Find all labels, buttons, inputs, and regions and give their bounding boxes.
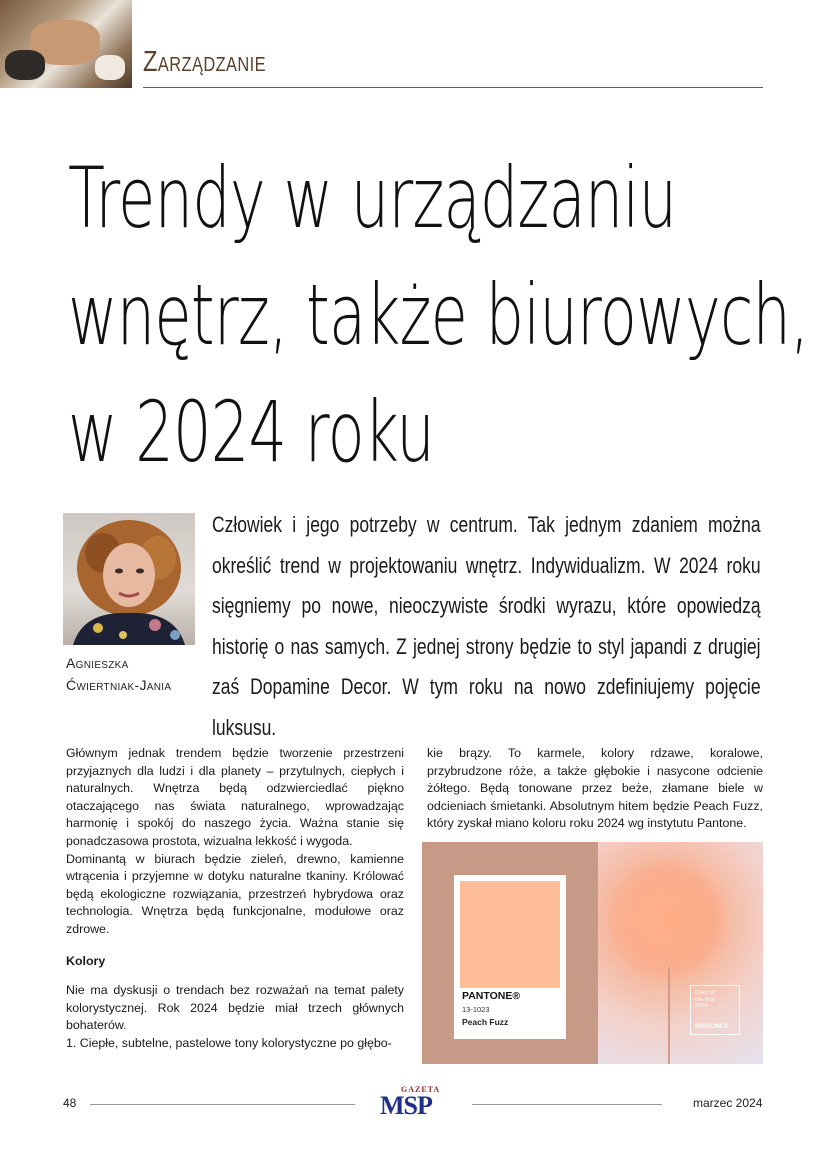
badge-line: Color of <box>695 990 715 996</box>
color-of-year-badge <box>690 985 740 1035</box>
logo-big-text: MSP <box>380 1091 432 1120</box>
header-rule <box>143 87 763 88</box>
gazeta-msp-logo <box>380 1085 450 1119</box>
author-photo <box>63 513 195 645</box>
body-paragraph: Głównym jednak trendem będzie tworzenie przestrzeni przyjaznych dla ludzi i dla planety – przytulnych, ciepłych i naturalnych. Wnętrza będą odzwierciedlać piękno otaczającego nas świata naturalnego, wprowadzając harmonię i spokój do naszego życia. Ważna stanie się ponadczasowa prostota, wizualna lekkość i wygoda. <box>66 746 404 848</box>
badge-line: the Year <box>695 996 716 1003</box>
pantone-chip <box>454 875 566 1039</box>
headline-line-2: wnętrz, także biurowych, <box>68 266 809 364</box>
body-paragraph: Dominantą w biurach będzie zieleń, drewno, kamienne wtrącenia i przyjemne w dotyku naturalne tkaniny. Królować będą ekologiczne rozwiązania, przestrzeń hybrydowa oraz technologia. Wnętrza będą funkcjonalne, modułowe oraz zdrowe. <box>66 851 404 936</box>
pantone-code: 13-1023 <box>462 1005 490 1014</box>
dandelion-stem <box>668 967 670 1064</box>
page-number: 48 <box>63 1096 77 1110</box>
headline-line-3: w 2024 roku <box>68 383 434 481</box>
pantone-background <box>422 842 598 1064</box>
issue-date: marzec 2024 <box>693 1096 763 1110</box>
badge-brand: PANTONE® <box>695 1023 729 1030</box>
footer-rule-left <box>90 1104 355 1105</box>
subheading-colors: Kolory <box>66 953 106 968</box>
body-paragraph: kie brązy. To karmele, kolory rdzawe, koralowe, przybrudzone róże, a także głębokie i nasycone odcienie żółtego. Będą tonowane przez beże, złamane biele w odcieniach śmietanki. Absolutnym hitem będzie Peach Fuzz, który zyskał miano koloru roku 2024 wg instytutu Pantone. <box>427 746 763 831</box>
author-portrait-image <box>63 513 195 645</box>
body-paragraph: 1. Ciepłe, subtelne, pastelowe tony kolorystyczne po głębo- <box>66 1035 392 1050</box>
header-photo <box>0 0 132 88</box>
author-name <box>66 652 171 696</box>
pantone-peach-fuzz-image <box>422 842 763 1064</box>
pantone-brand: PANTONE® <box>462 990 521 1002</box>
dandelion-icon <box>608 860 728 980</box>
body-column-left <box>66 745 404 1053</box>
author-last-name: Ćwiertniak-Jania <box>66 677 172 693</box>
pantone-swatch <box>460 881 560 988</box>
article-headline <box>68 140 809 491</box>
lead-paragraph: Człowiek i jego potrzeby w centrum. Tak jednym zdaniem można określić trend w projektowaniu wnętrz. Indywidualizm. W 2024 roku sięgniemy po nowe, nieoczywiste środki wyrazu, które opowiedzą historię o nas samych. Z jednej strony będzie to styl japandi z drugiej zaś Dopamine Decor. W tym roku na nowo zdefiniujemy pojęcie luksusu. <box>212 512 761 740</box>
dandelion-photo <box>598 842 763 1064</box>
paper-shape <box>95 55 125 80</box>
logo-small-text: GAZETA <box>401 1085 441 1094</box>
badge-line: 2024 <box>695 1003 708 1009</box>
section-title: Zarządzanie <box>143 46 266 78</box>
author-first-name: Agnieszka <box>66 655 129 671</box>
pantone-color-name: Peach Fuzz <box>462 1017 509 1027</box>
body-paragraph: Nie ma dyskusji o trendach bez rozważań na temat palety kolorystycznej. Rok 2024 będzie miał trzech głównych bohaterów. <box>66 983 404 1033</box>
sleeve-shape <box>5 50 45 80</box>
body-column-right <box>427 745 763 833</box>
footer-rule-right <box>472 1104 662 1105</box>
headline-line-1: Trendy w urządzaniu <box>68 149 677 247</box>
